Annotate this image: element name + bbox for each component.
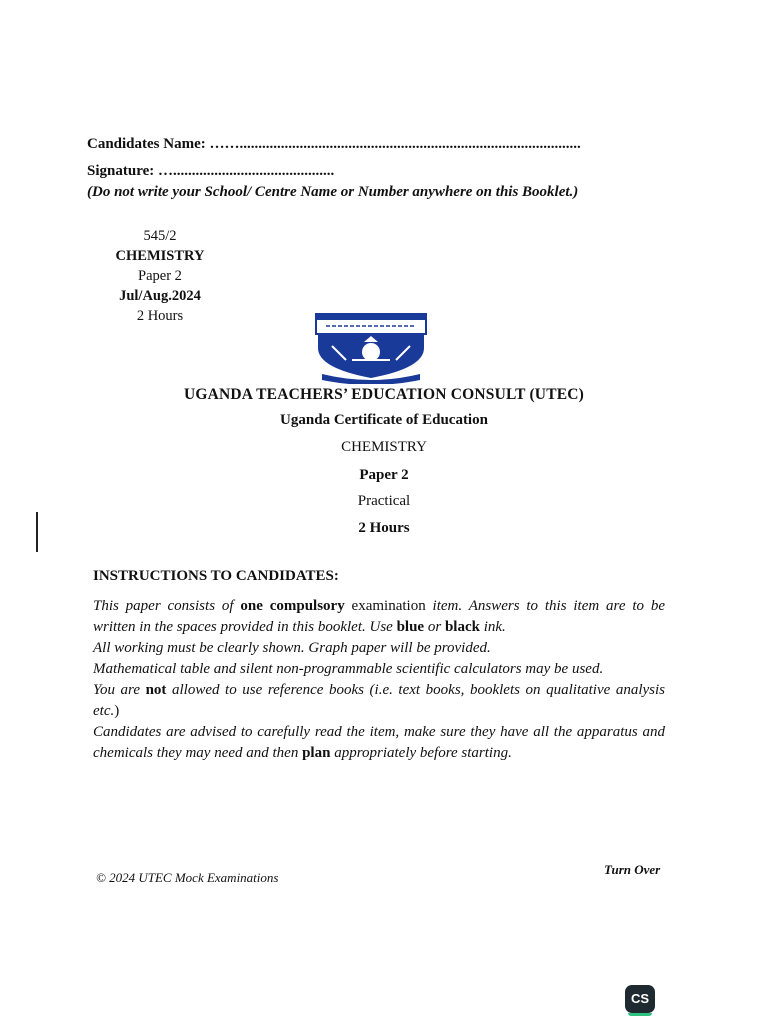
instruction-text: appropriately before starting. [330, 745, 512, 761]
margin-mark [36, 512, 38, 552]
exam-duration: 2 Hours [358, 520, 410, 536]
paper-subject: CHEMISTRY [115, 248, 205, 264]
instruction-text: or [424, 619, 445, 635]
instruction-emphasis: not [145, 682, 167, 698]
instruction-paragraph: Mathematical table and silent non-programmable scientific calculators may be used. [93, 661, 604, 677]
instruction-text: Candidates are advised to carefully read the item, make sure they have all the apparatus and chemicals they may need and then [93, 724, 665, 761]
instruction-emphasis: one compulsory [240, 598, 345, 614]
paper-number: Paper 2 [138, 268, 182, 284]
instruction-paragraph [93, 680, 665, 722]
instruction-paragraph [93, 722, 665, 764]
paper-title: Paper 2 [359, 467, 409, 483]
instruction-text: examination [344, 598, 433, 614]
instructions-body [93, 596, 665, 764]
paper-code: 545/2 [143, 228, 177, 244]
organization-title: UGANDA TEACHERS’ EDUCATION CONSULT (UTEC) [183, 386, 585, 403]
instruction-emphasis: blue [396, 619, 425, 635]
paper-duration: 2 Hours [136, 308, 184, 324]
candidate-name-field: Candidates Name: ……........................................................................................... [87, 136, 581, 152]
instruction-text: allowed to use reference books ( [166, 682, 375, 698]
instruction-text: ink. [479, 619, 506, 635]
instruction-emphasis: plan [302, 745, 331, 761]
instruction-text: ) [114, 703, 120, 719]
certificate-title: Uganda Certificate of Education [280, 412, 488, 428]
instruction-paragraph: All working must be clearly shown. Graph paper will be provided. [93, 640, 491, 656]
booklet-warning: (Do not write your School/ Centre Name or Number anywhere on this Booklet.) [87, 184, 579, 200]
subject-title: CHEMISTRY [341, 439, 427, 455]
instruction-text: item. Answers to this item are to be written in the spaces provided in this booklet. Use [93, 598, 665, 635]
instruction-paragraph [93, 596, 665, 638]
camscanner-badge-icon: CS [625, 985, 655, 1013]
paper-date: Jul/Aug.2024 [119, 288, 201, 304]
instruction-emphasis: black [444, 619, 480, 635]
copyright-notice: © 2024 UTEC Mock Examinations [96, 870, 279, 885]
paper-type: Practical [357, 493, 411, 509]
turn-over-label: Turn Over [604, 862, 661, 877]
signature-field: Signature: …........................................... [87, 163, 335, 179]
instructions-heading: INSTRUCTIONS TO CANDIDATES: [93, 568, 339, 584]
instruction-text: This paper consists of [93, 598, 241, 614]
instruction-text: i.e. text books, booklets on qualitative analysis etc. [93, 682, 666, 719]
instruction-text: You are [93, 682, 146, 698]
utec-crest-logo-icon [312, 312, 430, 384]
